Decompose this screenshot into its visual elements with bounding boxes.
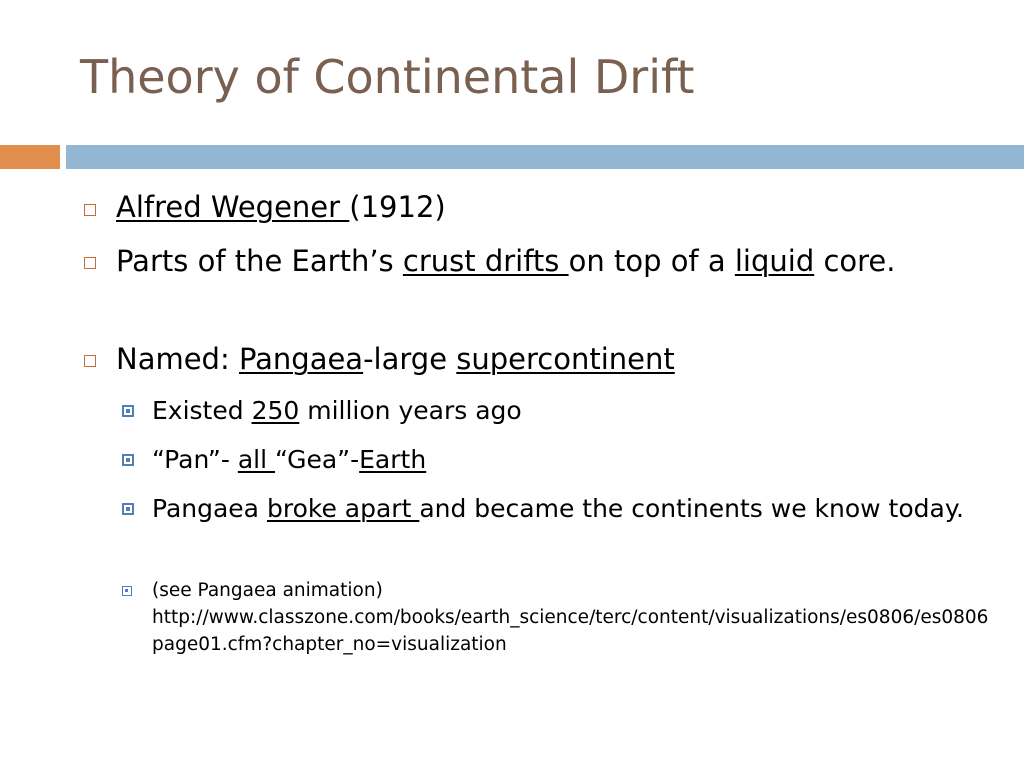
subbullet-existed — [152, 393, 982, 429]
bullet-text: Existed — [152, 396, 252, 425]
bullet-text: Named: — [116, 342, 239, 376]
liquid-term: liquid — [734, 244, 815, 278]
bullet-text: “Pan”- — [152, 445, 238, 474]
subbullet-name-meaning — [152, 442, 982, 478]
title-accent-bar-orange — [0, 145, 60, 169]
bullet-text: core. — [814, 244, 896, 278]
bullet-text: Pangaea — [152, 494, 267, 523]
filled-square-bullet-icon — [122, 454, 134, 466]
animation-note: (see Pangaea animation) — [152, 580, 383, 601]
bullet-pangaea-named — [116, 338, 996, 380]
slide-title: Theory of Continental Drift — [80, 50, 695, 104]
subbullet-broke-apart — [152, 491, 982, 527]
filled-square-bullet-icon — [122, 586, 132, 596]
bullet-text: and became the continents we know today. — [419, 494, 964, 523]
filled-square-bullet-icon — [122, 503, 134, 515]
wegener-name: Alfred Wegener — [116, 190, 350, 224]
square-bullet-icon — [84, 257, 96, 269]
broke-apart-term: broke apart — [266, 494, 420, 523]
animation-url-link[interactable]: http://www.classzone.com/books/earth_science/terc/content/visualizations/es0806/es0806page01.cfm?chapter_no=visualization — [152, 607, 989, 655]
bullet-crust-drift — [116, 240, 996, 282]
filled-square-bullet-icon — [122, 405, 134, 417]
earth-term: Earth — [359, 445, 427, 474]
pangaea-term: Pangaea — [238, 342, 364, 376]
square-bullet-icon — [84, 204, 96, 216]
bullet-text: “Gea”- — [275, 445, 360, 474]
bullet-wegener — [116, 186, 996, 228]
crust-drifts-term: crust drifts — [402, 244, 569, 278]
years-value: 250 — [251, 396, 300, 425]
subbullet-animation — [152, 577, 992, 658]
bullet-text: -large — [363, 342, 457, 376]
all-term: all — [237, 445, 276, 474]
bullet-text: on top of a — [568, 244, 735, 278]
bullet-text: million years ago — [299, 396, 522, 425]
title-accent-bar-blue — [66, 145, 1024, 169]
wegener-year: (1912) — [349, 190, 446, 224]
bullet-text: Parts of the Earth’s — [116, 244, 403, 278]
square-bullet-icon — [84, 355, 96, 367]
supercontinent-term: supercontinent — [456, 342, 675, 376]
